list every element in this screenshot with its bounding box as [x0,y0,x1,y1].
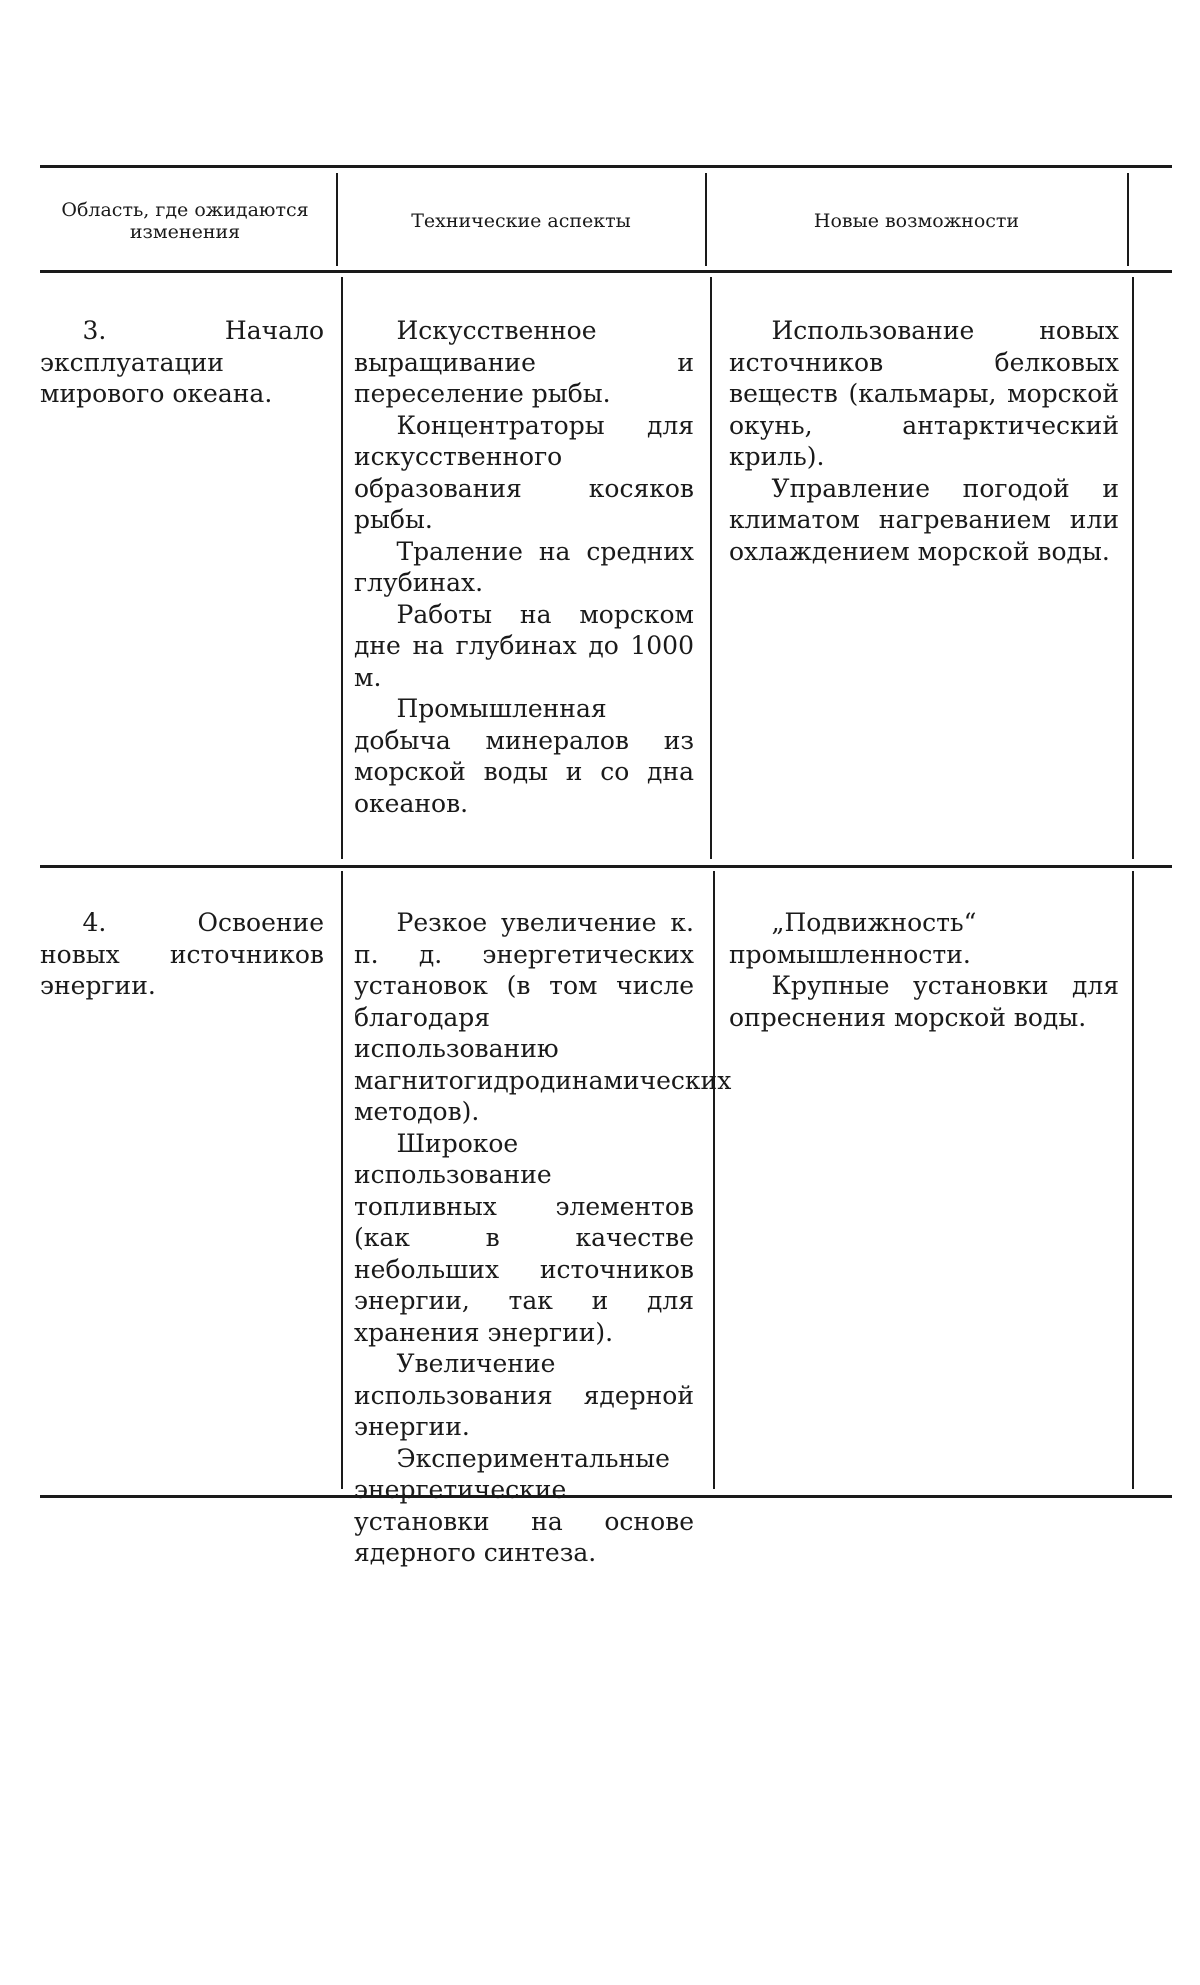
header-technical-text: Технические аспекты [411,210,631,232]
header-cell-technical [340,179,702,263]
row1-technical-item: Концентраторы для искусственного образования косяков рыбы. [354,410,694,534]
row2-area-text: 4. Освоение новых источников энергии. [40,908,324,1000]
header-cell-opportunities [709,179,1124,263]
row-separator-rule [40,865,1172,868]
row1-opportunity-item: Управление погодой и климатом нагреванием или охлаждением морской воды. [729,473,1119,566]
header-opportunities-text: Новые возможности [813,210,1020,232]
row2-divider-1 [341,871,343,1489]
row1-technical-item: Траление на средних глубинах. [354,536,694,597]
row2-divider-2 [713,871,715,1489]
row1-technical-item: Промышленная добыча минералов из морской воды и со дна океанов. [354,694,694,818]
row2-technical-item: Экспериментальные энергетические установки на основе ядерного синтеза. [354,1443,694,1567]
row2-right-edge [1132,871,1134,1489]
row2-area-cell [40,907,324,1002]
header-divider-2 [705,173,707,266]
row1-technical-item: Искусственное выращивание и переселение рыбы. [354,316,694,408]
row2-opportunity-item: „Подвижность“ промышленности. [729,908,977,969]
row2-technical-item: Увеличение использования ядерной энергии. [354,1349,694,1441]
row2-opportunities-cell [729,907,1119,1033]
header-right-edge [1127,173,1129,266]
row2-technical-item: Широкое использование топливных элементов (как в качестве небольших источников энергии, так и для хранения энергии). [354,1128,694,1347]
header-area-text: Область, где ожидаются изменения [61,199,309,243]
row1-opportunities-cell [729,315,1119,567]
header-divider-1 [336,173,338,266]
header-cell-area [40,179,330,263]
row1-area-cell [40,315,324,410]
row1-technical-item: Работы на морском дне на глубинах до 1000 м. [354,599,694,692]
row2-technical-cell [354,907,732,1569]
row2-opportunity-item: Крупные установки для опреснения морской воды. [729,971,1119,1032]
header-bottom-rule [40,270,1172,273]
table-top-rule [40,165,1172,168]
row1-divider-1 [341,277,343,859]
row1-technical-cell [354,315,694,819]
row1-area-text: 3. Начало эксплуатации мирового океана. [40,316,324,408]
row1-divider-2 [710,277,712,859]
row1-right-edge [1132,277,1134,859]
row2-technical-item: Резкое увеличение к. п. д. энергетических установок (в том числе благодаря использованию магнитогидродинамических методов). [354,908,732,1126]
row1-opportunity-item: Использование новых источников белковых веществ (кальмары, морской окунь, антарктический криль). [729,316,1119,471]
